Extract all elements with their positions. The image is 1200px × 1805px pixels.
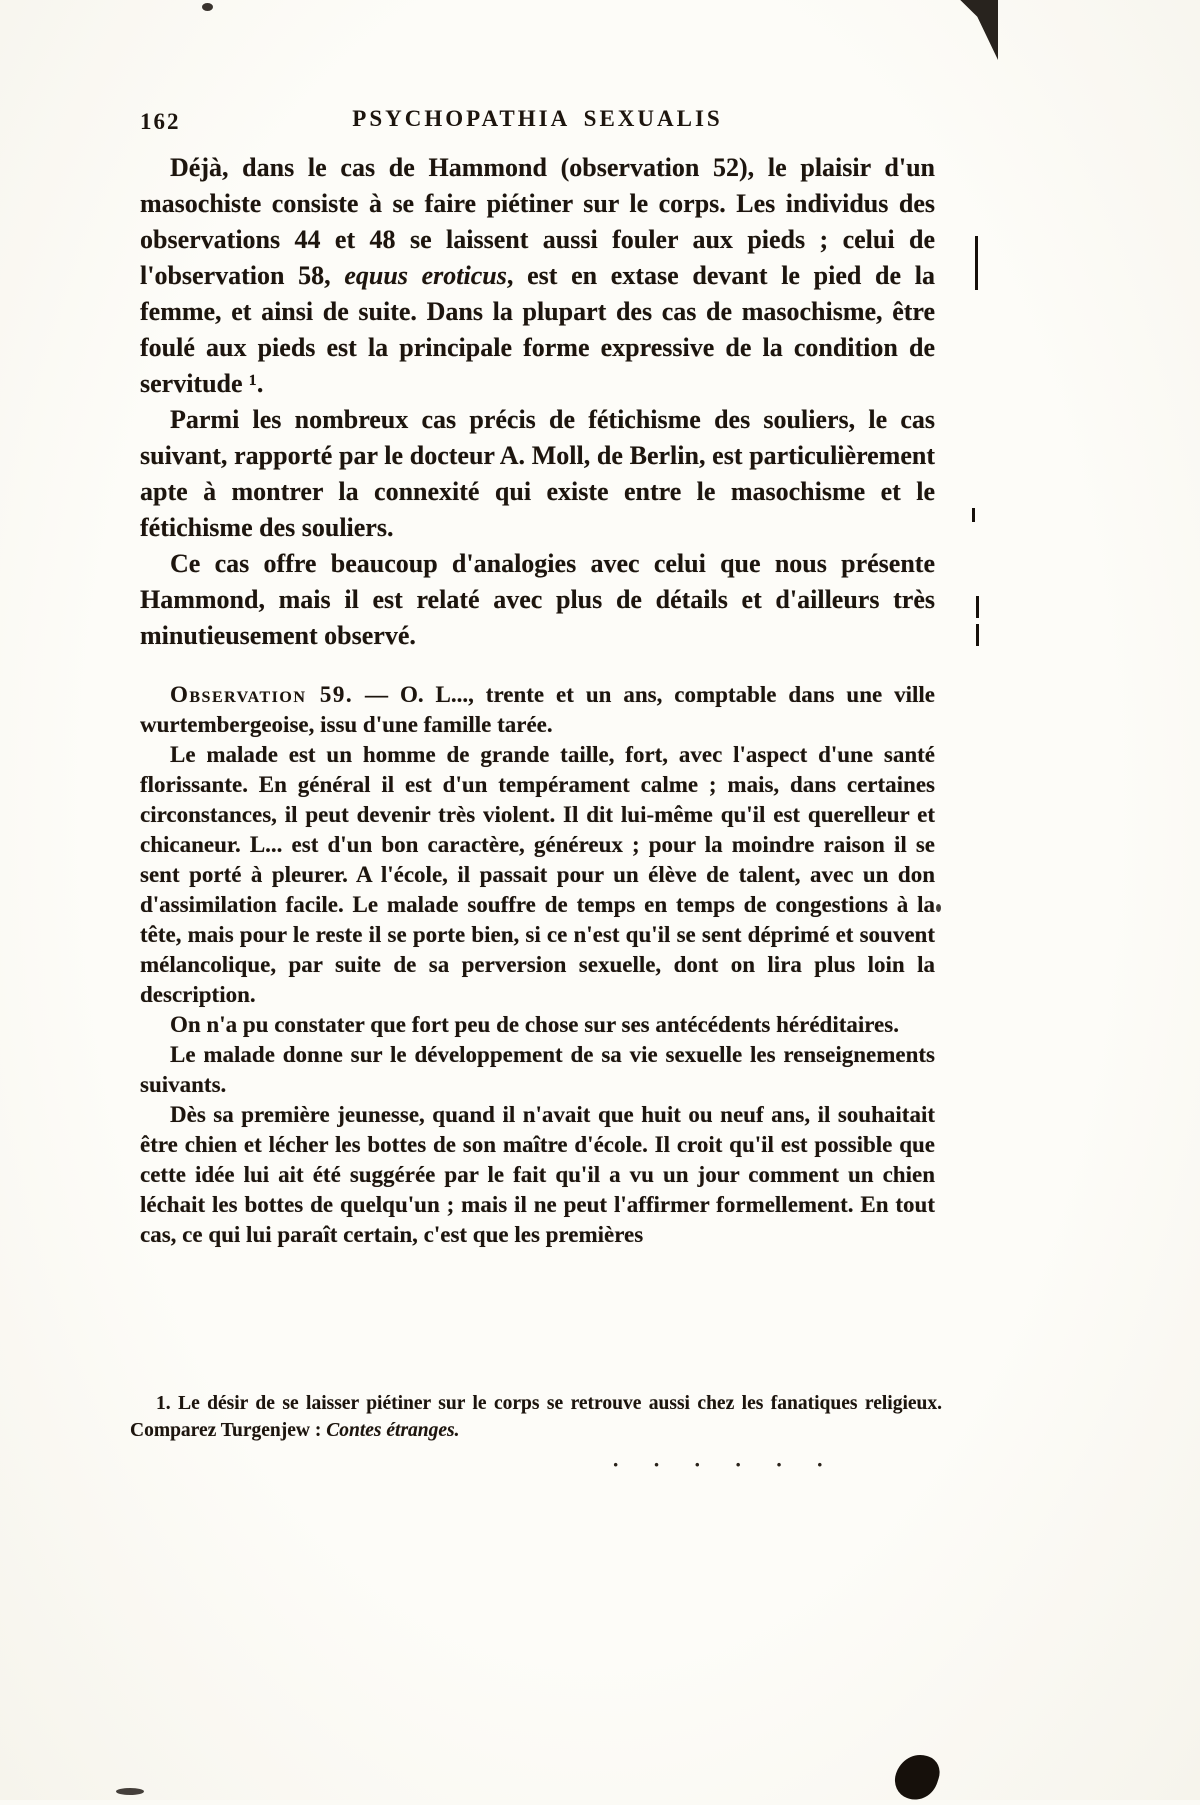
paragraph-renseignements: Le malade donne sur le développement de sa vie sexuelle les renseignements suivants.	[140, 1042, 935, 1097]
ink-speck-right	[936, 904, 941, 912]
ink-speck-top-left	[202, 3, 213, 11]
paragraph-hammond	[140, 150, 935, 402]
text-block	[140, 150, 935, 1250]
paragraph-patient-description: Le malade est un homme de grande taille, fort, avec l'aspect d'une santé florissante. En général il est d'un tempérament calme ; mais, dans certaines circonstances, il peut devenir très violent. Il dit lui-même qu'il est querelleur et chicaneur. L... est d'un bon caractère, généreux ; pour la moindre raison il se sent porté à pleurer. A l'école, il passait pour un élève de talent, avec un don d'assimilation facile. Le malade souffre de temps en temps de congestions à la tête, mais pour le reste il se porte bien, si ce n'est qu'il se sent déprimé et souvent mélancolique, par suite de sa perversion sexuelle, dont on lira plus loin la description.	[140, 742, 935, 1007]
page-header	[140, 106, 935, 140]
ink-blob-bottom-right	[890, 1749, 944, 1805]
paragraph-antecedents: On n'a pu constater que fort peu de chose sur ses antécédents héréditaires.	[170, 1012, 899, 1037]
scan-corner-mark	[952, 0, 998, 60]
scan-dash-right-middle	[972, 508, 975, 522]
observation-label: Observation 59.	[170, 682, 354, 707]
paragraph-analogies: Ce cas offre beaucoup d'analogies avec celui que nous présente Hammond, mais il est relaté avec plus de détails et d'ailleurs très minutieusement observé.	[140, 549, 935, 650]
paragraph-observation-59	[140, 680, 935, 740]
scan-dash-right-upper	[975, 236, 978, 290]
ink-speck-bottom-left	[116, 1788, 144, 1795]
scan-dash-right-lower-2	[976, 624, 979, 646]
running-title: PSYCHOPATHIA SEXUALIS	[352, 106, 723, 131]
paragraph-moll-case: Parmi les nombreux cas précis de fétichisme des souliers, le cas suivant, rapporté par le docteur A. Moll, de Berlin, est particulièrement apte à montrer la connexité qui existe entre le masochisme et le fétichisme des souliers.	[140, 405, 935, 542]
scan-dots-mark: · · · · · ·	[612, 1452, 838, 1477]
paragraph-text: Déjà, dans le cas de Hammond (observation 52), le plaisir d'un masochiste consiste à se faire piétiner sur le corps. Les individus des observations 44 et 48 se laissent aussi fouler aux pieds ; celui de l'observation 58,	[140, 153, 935, 290]
footnote-text: 1. Le désir de se laisser piétiner sur le corps se retrouve aussi chez les fanatiques religieux. Comparez Turgenjew :	[130, 1393, 942, 1441]
footnote	[130, 1390, 942, 1444]
scan-dash-right-lower-1	[976, 596, 979, 618]
page-number: 162	[140, 109, 181, 134]
paragraph-text: , est en extase devant le pied de la femme, et ainsi de suite. Dans la plupart des cas de masochisme, être foulé aux pieds est la principale forme expressive de la condition de servitude ¹.	[140, 261, 935, 398]
paragraph-jeunesse: Dès sa première jeunesse, quand il n'avait que huit ou neuf ans, il souhaitait être chien et lécher les bottes de son maître d'école. Il croit qu'il est possible que cette idée lui ait été suggérée par le fait qu'il a vu un jour comment un chien léchait les bottes de quelqu'un ; mais il ne peut l'affirmer formellement. En tout cas, ce qui lui paraît certain, c'est que les premières	[140, 1102, 935, 1247]
paragraph-text: — O. L..., trente et un ans, comptable dans une ville wurtembergeoise, issu d'une famille tarée.	[140, 682, 936, 737]
footnote-italic-title: Contes étranges.	[326, 1420, 460, 1441]
italic-term-equus-eroticus: equus eroticus	[344, 261, 507, 290]
